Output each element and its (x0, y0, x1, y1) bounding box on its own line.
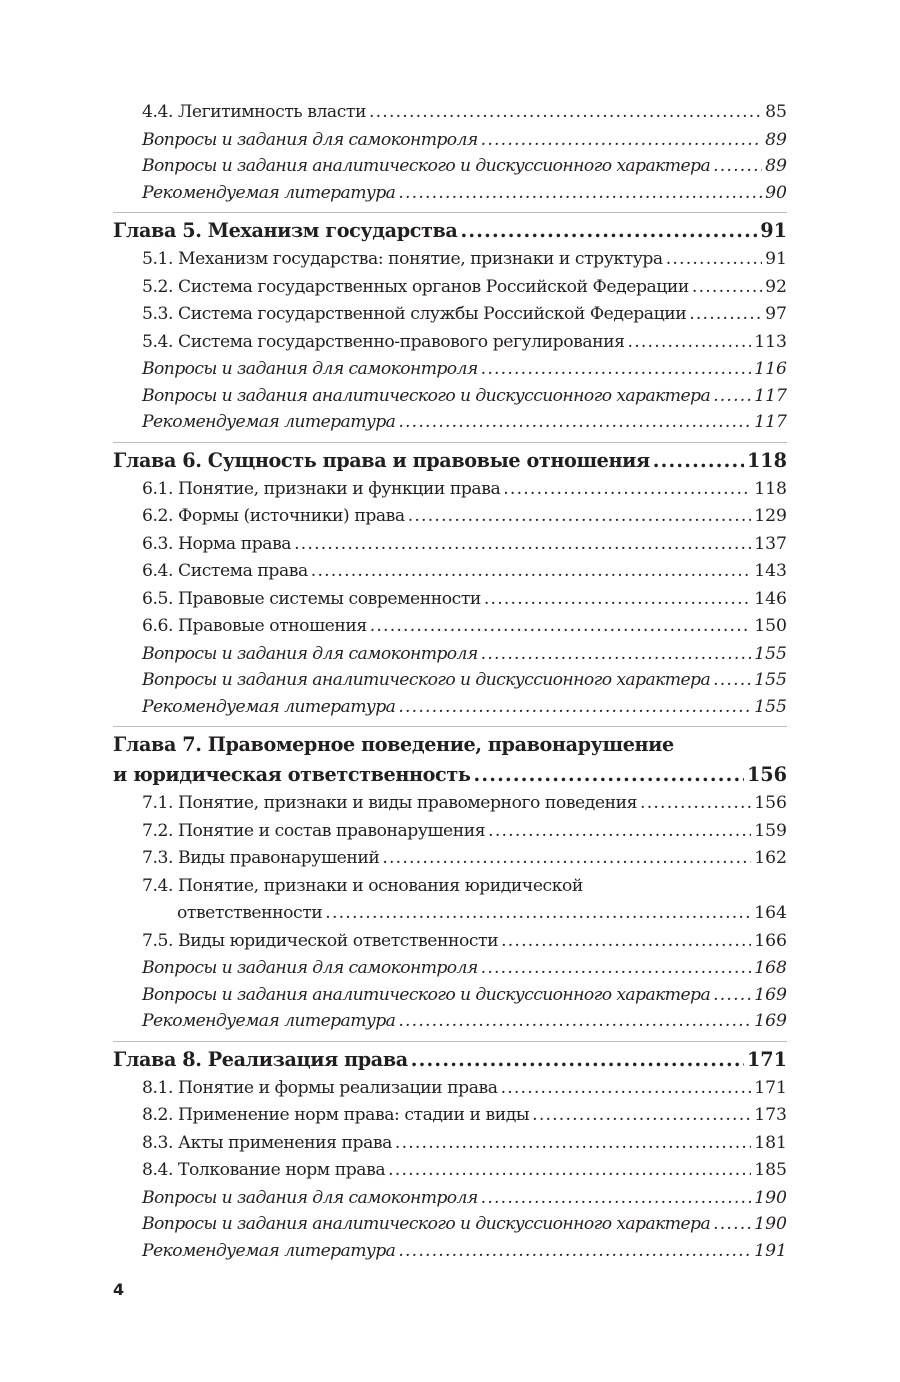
entry-label: 5.3. Система государственной службы Российской Федерации (142, 304, 687, 324)
toc-entry (113, 127, 787, 154)
section-4-entries (113, 99, 787, 206)
divider (113, 442, 787, 443)
dot-leader (398, 1008, 751, 1035)
chapter-heading (113, 446, 787, 476)
dot-leader (640, 790, 751, 818)
entry-page: 91 (765, 249, 787, 269)
entry-page: 162 (754, 848, 787, 868)
entry-page: 159 (754, 820, 787, 841)
entry-label: Рекомендуемая литература (142, 182, 396, 203)
dot-leader (484, 586, 751, 614)
dot-leader (628, 329, 752, 357)
toc-entry (113, 531, 787, 559)
dot-leader (481, 356, 752, 383)
entry-label: 6.6. Правовые отношения (142, 616, 367, 636)
dot-leader (398, 409, 751, 436)
dot-leader (713, 153, 762, 180)
toc-entry (113, 1008, 787, 1035)
entry-page: 155 (754, 643, 787, 664)
entry-label: 5.1. Механизм государства: понятие, признаки и структура (142, 249, 663, 269)
toc-entry (113, 1102, 787, 1130)
entry-label: 7.5. Виды юридической ответственности (142, 930, 499, 951)
entry-page: 85 (765, 102, 787, 122)
toc-entry (113, 790, 787, 818)
entry-page: 155 (754, 696, 787, 717)
dot-leader (713, 982, 751, 1009)
entry-label: Рекомендуемая литература (142, 412, 396, 432)
dot-leader (692, 274, 762, 302)
entry-label: Вопросы и задания для самоконтроля (142, 643, 478, 664)
toc-entry (113, 383, 787, 410)
dot-leader (481, 955, 752, 982)
toc-entry (113, 329, 787, 357)
toc-entry (113, 955, 787, 982)
toc-entry (113, 558, 787, 586)
dot-leader (460, 216, 757, 246)
entry-label: Рекомендуемая литература (142, 696, 396, 717)
toc-entry (113, 1211, 787, 1238)
chapter-title: Глава 5. Механизм государства (113, 219, 458, 242)
entry-label: Вопросы и задания аналитического и дискуссионного характера (142, 156, 711, 176)
entry-label: 6.4. Система права (142, 561, 308, 581)
entry-page: 89 (765, 156, 787, 176)
chapter-6-entries (113, 476, 787, 721)
dot-leader (503, 476, 751, 504)
dot-leader (398, 1238, 751, 1265)
entry-label: 8.2. Применение норм права: стадии и виды (142, 1105, 530, 1125)
dot-leader (398, 694, 751, 721)
chapter-title: Глава 6. Сущность права и правовые отношения (113, 448, 650, 472)
toc-entry (113, 1185, 787, 1212)
dot-leader (408, 503, 751, 531)
toc-entry (113, 818, 787, 846)
toc-entry (113, 476, 787, 504)
dot-leader (382, 845, 751, 873)
entry-page: 156 (754, 793, 787, 813)
entry-label: Вопросы и задания для самоконтроля (142, 1187, 478, 1208)
entry-page: 185 (754, 1160, 787, 1180)
entry-label: 7.3. Виды правонарушений (142, 848, 380, 868)
entry-page: 137 (754, 533, 787, 554)
toc-entry (113, 409, 787, 436)
toc-entry (113, 982, 787, 1009)
toc-entry (113, 845, 787, 873)
dot-leader (481, 1185, 752, 1212)
entry-page: 181 (754, 1132, 787, 1153)
entry-page: 146 (754, 588, 787, 609)
dot-leader (488, 818, 751, 846)
dot-leader (481, 641, 752, 668)
dot-leader (653, 446, 744, 476)
dot-leader (501, 1075, 752, 1103)
dot-leader (666, 246, 762, 274)
entry-label: Вопросы и задания аналитического и дискуссионного характера (142, 1214, 711, 1234)
entry-page: 168 (754, 958, 787, 978)
entry-page: 143 (754, 561, 787, 581)
toc-entry (113, 301, 787, 329)
toc-entry (113, 667, 787, 694)
dot-leader (532, 1102, 751, 1130)
chapter-5-entries (113, 246, 787, 436)
toc-entry (113, 153, 787, 180)
entry-label: 5.4. Система государственно-правового регулирования (142, 331, 625, 352)
entry-page: 171 (754, 1077, 787, 1098)
entry-label: Вопросы и задания для самоконтроля (142, 958, 478, 978)
toc-entry (113, 99, 787, 127)
dot-leader (481, 127, 762, 154)
entry-page: 97 (765, 304, 787, 324)
toc-entry (113, 1157, 787, 1185)
dot-leader (713, 383, 751, 410)
entry-label: Вопросы и задания аналитического и дискуссионного характера (142, 385, 711, 406)
dot-leader (369, 99, 762, 127)
entry-page: 169 (754, 1011, 787, 1031)
entry-page: 116 (754, 359, 787, 379)
dot-leader (411, 1045, 744, 1075)
entry-page: 129 (754, 506, 787, 526)
entry-label: 6.3. Норма права (142, 533, 292, 554)
entry-page: 191 (754, 1240, 787, 1261)
toc-entry (113, 1130, 787, 1158)
entry-label: Вопросы и задания для самоконтроля (142, 359, 478, 379)
entry-page: 117 (754, 385, 787, 406)
entry-label: 6.2. Формы (источники) права (142, 506, 405, 526)
toc-entry (113, 274, 787, 302)
page-number: 4 (113, 1280, 125, 1299)
entry-page: 155 (754, 670, 787, 690)
entry-page: 190 (754, 1187, 787, 1208)
divider (113, 726, 787, 727)
dot-leader (398, 180, 762, 207)
chapter-page: 171 (746, 1047, 787, 1071)
entry-label: 8.1. Понятие и формы реализации права (142, 1077, 498, 1098)
entry-page: 92 (765, 276, 787, 297)
dot-leader (311, 558, 751, 586)
dot-leader (395, 1130, 751, 1158)
entry-label: 6.5. Правовые системы современности (142, 588, 481, 609)
entry-label: 8.3. Акты применения права (142, 1132, 392, 1153)
entry-page: 89 (765, 129, 787, 150)
entry-label: Вопросы и задания аналитического и дискуссионного характера (142, 670, 711, 690)
chapter-page: 91 (760, 219, 787, 242)
entry-label: 7.2. Понятие и состав правонарушения (142, 820, 486, 841)
entry-label: Вопросы и задания аналитического и дискуссионного характера (142, 984, 711, 1005)
dot-leader (325, 900, 751, 928)
entry-page: 117 (754, 412, 787, 432)
entry-label-line-1: 7.4. Понятие, признаки и основания юридической (142, 875, 583, 896)
entry-page: 173 (754, 1105, 787, 1125)
toc-entry-wrapped (113, 873, 787, 928)
toc-entry (113, 180, 787, 207)
chapter-7-entries-b (113, 928, 787, 1035)
toc-entry (113, 694, 787, 721)
entry-page: 190 (754, 1214, 787, 1234)
entry-label: 7.1. Понятие, признаки и виды правомерного поведения (142, 793, 638, 813)
entry-page: 150 (754, 616, 787, 636)
entry-label: 4.4. Легитимность власти (142, 102, 366, 122)
table-of-contents (113, 99, 787, 1264)
toc-entry (113, 641, 787, 668)
chapter-title-line-1: Глава 7. Правомерное поведение, правонарушение (113, 733, 674, 756)
entry-page: 90 (765, 182, 787, 203)
entry-label: Вопросы и задания для самоконтроля (142, 129, 478, 150)
toc-entry (113, 928, 787, 956)
toc-entry (113, 503, 787, 531)
entry-label: Рекомендуемая литература (142, 1011, 396, 1031)
chapter-heading (113, 1045, 787, 1075)
chapter-heading (113, 760, 787, 790)
dot-leader (713, 1211, 751, 1238)
dot-leader (713, 667, 751, 694)
divider (113, 1041, 787, 1042)
entry-label: 6.1. Понятие, признаки и функции права (142, 478, 501, 499)
entry-label-line-2: ответственности (177, 903, 323, 923)
dot-leader (501, 928, 751, 956)
dot-leader (689, 301, 762, 329)
chapter-page: 118 (746, 448, 787, 472)
toc-entry (113, 1075, 787, 1103)
chapter-page: 156 (746, 763, 787, 786)
entry-page: 166 (754, 930, 787, 951)
entry-page: 118 (754, 478, 787, 499)
toc-entry (113, 613, 787, 641)
toc-entry (113, 246, 787, 274)
toc-entry (113, 586, 787, 614)
dot-leader (294, 531, 751, 559)
dot-leader (370, 613, 751, 641)
chapter-heading (113, 216, 787, 246)
entry-label: 5.2. Система государственных органов Российской Федерации (142, 276, 689, 297)
chapter-8-entries (113, 1075, 787, 1265)
entry-page: 169 (754, 984, 787, 1005)
chapter-7-entries-a (113, 790, 787, 873)
toc-entry (113, 356, 787, 383)
entry-page: 113 (754, 331, 787, 352)
dot-leader (473, 760, 743, 790)
entry-page: 164 (754, 903, 787, 923)
entry-label: 8.4. Толкование норм права (142, 1160, 386, 1180)
toc-entry (113, 1238, 787, 1265)
dot-leader (388, 1157, 751, 1185)
chapter-title: Глава 8. Реализация права (113, 1047, 408, 1071)
chapter-title-line-2: и юридическая ответственность (113, 763, 471, 786)
divider (113, 212, 787, 213)
entry-label: Рекомендуемая литература (142, 1240, 396, 1261)
